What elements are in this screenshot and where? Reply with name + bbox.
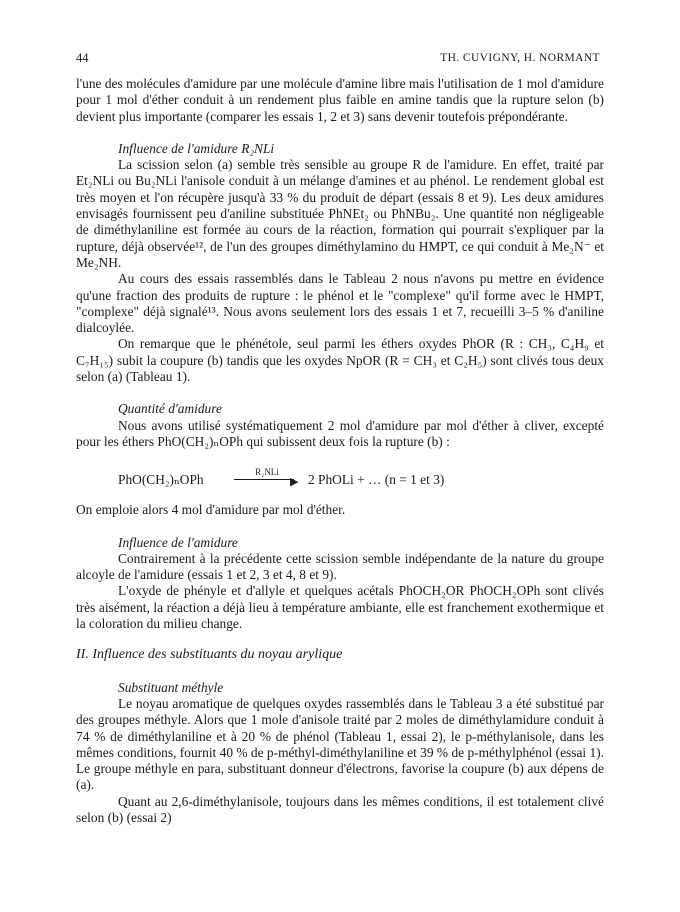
paragraph: On remarque que le phénétole, seul parmi les éthers oxydes PhOR (R : CH₃, C₄H₉ et C₇H₁₅) subit la coupure (b) tandis que les oxydes NpOR (R = CH₃ et C₂H₅) sont clivés tous deux selon (a) (Tableau 1). xyxy=(76,336,604,385)
equation-product: 2 PhOLi + … (n = 1 et 3) xyxy=(308,472,445,488)
subheading-substituant-methyle: Substituant méthyle xyxy=(118,679,224,695)
section-heading: II. Influence des substituants du noyau arylique xyxy=(76,647,343,663)
paragraph: Nous avons utilisé systématiquement 2 mol d'amidure par mol d'éther à cliver, excepté pour les éthers PhO(CH₂)ₙOPh qui subissent deux fois la rupture (b) : xyxy=(76,417,604,449)
paragraph: l'une des molécules d'amidure par une molécule d'amine libre mais l'utilisation de 1 mol d'amidure pour 1 mol d'éther conduit à un rendement plus faible en amine tandis que la rupture selon (b) devient plus importante (comparer les essais 1, 2 et 3) sans devenir toutefois prépondérante. xyxy=(76,76,604,124)
equation-reagent: R₂NLi xyxy=(255,467,279,478)
paragraph: Le noyau aromatique de quelques oxydes rassemblés dans le Tableau 3 a été substitué par des groupes méthyle. Alors que 1 mole d'anisole traité par 2 moles de diméthylamidure conduit à 74 % de diméthylaniline et à 20 % de phénol (Tableau 1, essai 2), le p-méthylanisole, dans les mêmes conditions, fournit 40 % de p-méthyl-diméthylaniline et 39 % de p-méthylphénol (essai 1). Le groupe méthyle en para, substituant donneur d'électrons, favorise la coupure (b) aux dépens de (a). xyxy=(76,695,604,793)
subheading-influence-amidure: Influence de l'amidure xyxy=(118,534,238,550)
paragraph: L'oxyde de phényle et d'allyle et quelques acétals PhOCH₂OR PhOCH₂OPh sont clivés très aisément, la réaction a déjà lieu à température ambiante, elle est franchement exothermique et la coloration du milieu change. xyxy=(76,583,604,632)
paragraph: La scission selon (a) semble très sensible au groupe R de l'amidure. En effet, traité par Et₂NLi ou Bu₂NLi l'anisole conduit à un mélange d'amines et au phénol. Le rendement global est très moyen et l'on récupère jusqu'à 33 % du produit de départ (essais 8 et 9). Les deux amidures envisagés fournissent peu d'aniline substituée PhNEt₂ ou PhNBu₂. Une quantité non négligeable de diméthylaniline est formée au cours de la réaction, formation qui pourrait s'expliquer par la rupture, déjà observée¹², de l'un des groupes diméthylamino du HMPT, ce qui conduit à Me₂N⁻ et Me₂NH. xyxy=(76,157,604,270)
paragraph: Au cours des essais rassemblés dans le Tableau 2 nous n'avons pu mettre en évidence qu'une fraction des produits de rupture : le phénol et le "complexe" qu'il forme avec le HMPT, "complexe" déjà signalé¹³. Nous avons seulement lors des essais 1 et 7, recueilli 3–5 % d'aniline dialcoylée. xyxy=(76,271,604,336)
arrow-head-icon: ▶ xyxy=(290,476,299,489)
page-number: 44 xyxy=(76,51,89,65)
paragraph: Quant au 2,6-diméthylanisole, toujours dans les mêmes conditions, il est totalement clivé selon (b) (essai 2) xyxy=(76,793,604,825)
reaction-arrow xyxy=(234,479,294,480)
paragraph: Contrairement à la précédente cette scission semble indépendante de la nature du groupe alcoyle de l'amidure (essais 1 et 2, 3 et 4, 8 et 9). xyxy=(76,550,604,583)
reaction-equation xyxy=(118,462,604,490)
subheading-quantite-amidure: Quantité d'amidure xyxy=(118,401,222,417)
equation-reactant: PhO(CH₂)ₙOPh xyxy=(118,472,204,488)
running-header-authors: TH. CUVIGNY, H. NORMANT xyxy=(440,52,600,64)
subheading-amidure-r2nli: Influence de l'amidure R₂NLi xyxy=(118,140,275,156)
body-text xyxy=(76,76,604,826)
paragraph: On emploie alors 4 mol d'amidure par mol d'éther. xyxy=(76,502,346,518)
running-header xyxy=(76,50,600,68)
